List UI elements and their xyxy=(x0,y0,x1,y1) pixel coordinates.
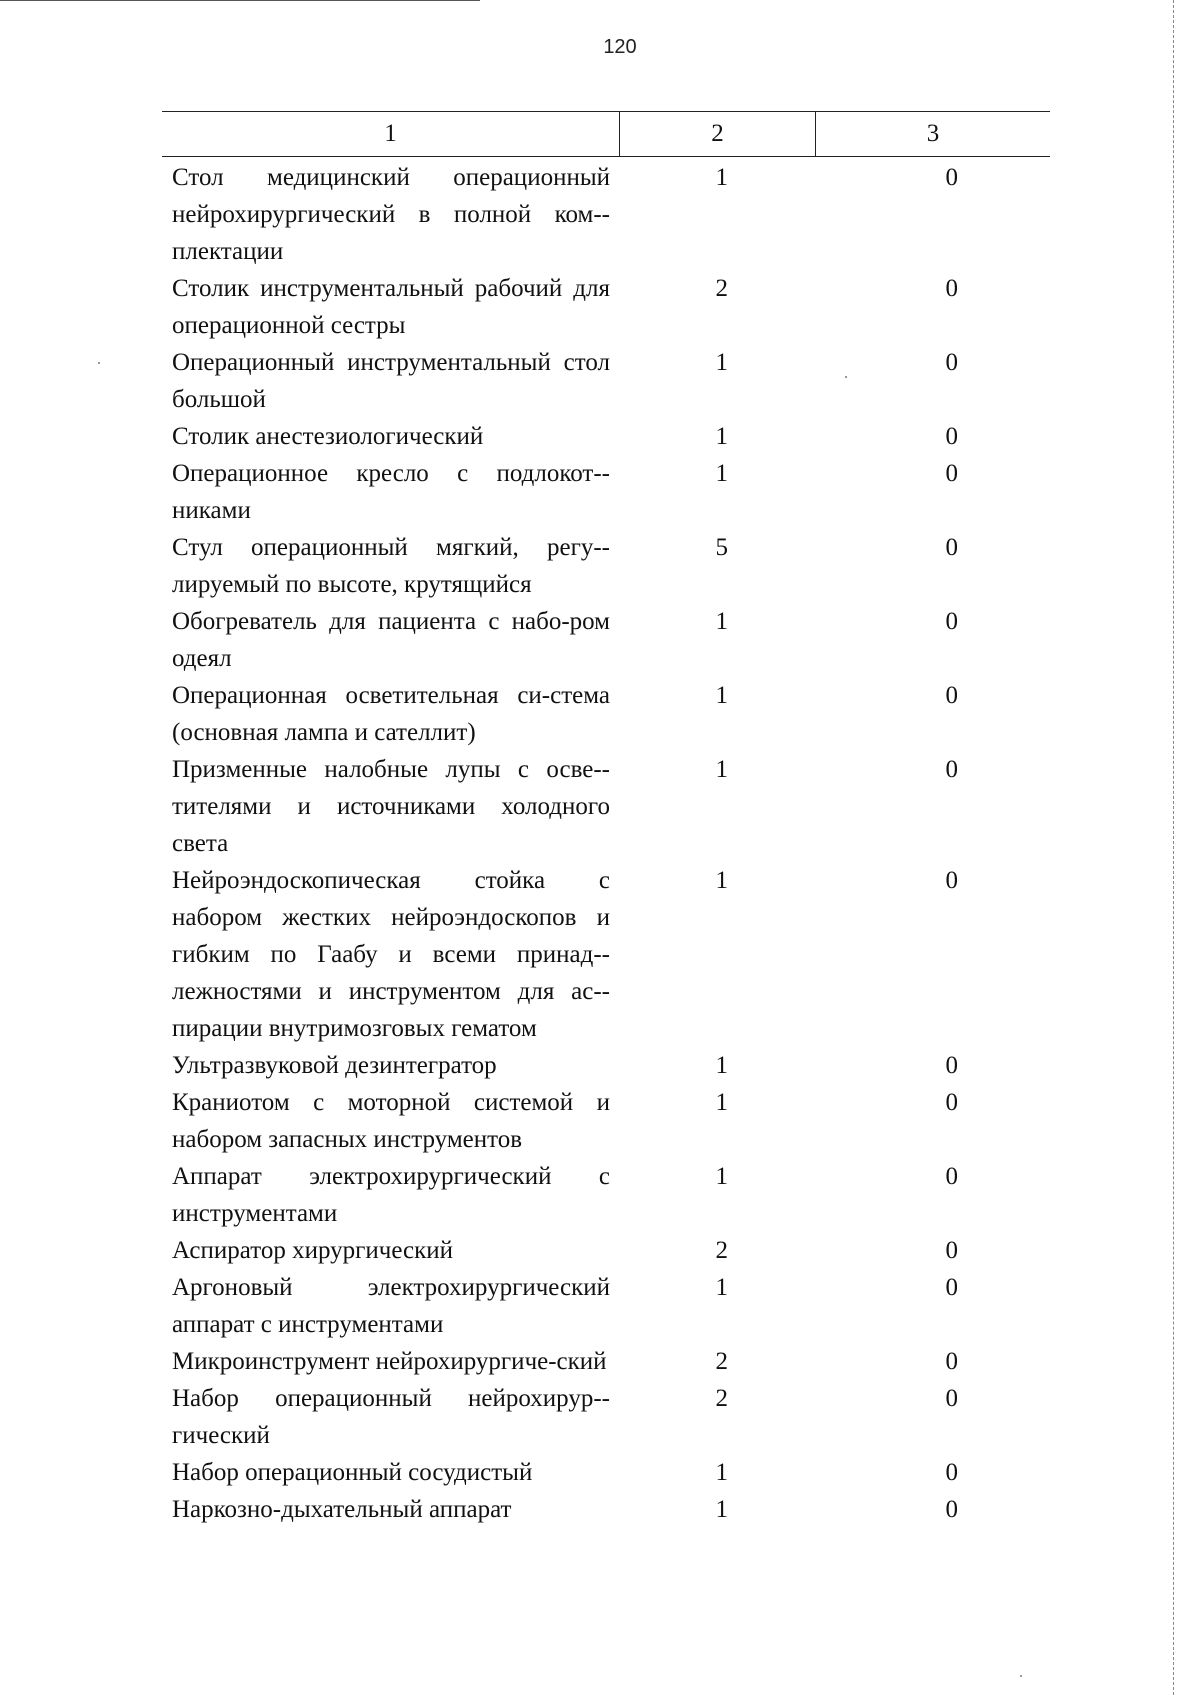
column-2-value-cell: 1 xyxy=(715,608,728,635)
table-row xyxy=(162,270,1050,344)
column-3-value-cell: 0 xyxy=(945,534,958,561)
column-2-value-cell: 1 xyxy=(715,349,728,376)
column-3-value-cell: 0 xyxy=(945,1089,958,1116)
table-row xyxy=(162,529,1050,603)
column-3-value-cell: 0 xyxy=(945,1237,958,1264)
column-2-value-cell: 1 xyxy=(715,682,728,709)
table-row xyxy=(162,862,1050,1047)
table-body xyxy=(162,157,1050,1528)
table-row xyxy=(162,1343,1050,1380)
header-cell-1: 1 xyxy=(162,112,620,156)
column-3-value-cell: 0 xyxy=(945,682,958,709)
column-3-value-cell: 0 xyxy=(945,423,958,450)
table-row xyxy=(162,455,1050,529)
column-2-value-cell: 2 xyxy=(715,275,728,302)
equipment-name-cell: Столик анестезиологический xyxy=(172,423,484,450)
equipment-name-cell: Нейроэндоскопическая стойка с набором жестких нейроэндоскопов и гибким по Гаабу и всеми принад-лежностями и инструментом для ас-пирации внутримозговых гематом xyxy=(172,867,610,1042)
column-3-value-cell: 0 xyxy=(945,756,958,783)
column-2-value-cell: 1 xyxy=(715,460,728,487)
equipment-name-cell: Аргоновый электрохирургический аппарат с инструментами xyxy=(172,1274,610,1338)
table-row xyxy=(162,1232,1050,1269)
equipment-name-cell: Микроинструмент нейрохирургиче-ский xyxy=(172,1348,607,1375)
equipment-name-cell: Набор операционный нейрохирур-гический xyxy=(172,1385,610,1449)
equipment-name-cell: Наркозно-дыхательный аппарат xyxy=(172,1496,512,1523)
equipment-name-cell: Операционная осветительная си-стема (основная лампа и сателлит) xyxy=(172,682,610,746)
table-row xyxy=(162,677,1050,751)
equipment-name-cell: Ультразвуковой дезинтегратор xyxy=(172,1052,497,1079)
page-number: 120 xyxy=(603,36,637,58)
column-3-value-cell: 0 xyxy=(945,164,958,191)
equipment-name-cell: Стол медицинский операционный нейрохирургический в полной ком-плектации xyxy=(172,164,610,265)
equipment-table xyxy=(162,111,1050,1528)
column-2-value-cell: 1 xyxy=(715,1052,728,1079)
column-2-value-cell: 1 xyxy=(715,423,728,450)
column-2-value-cell: 1 xyxy=(715,1459,728,1486)
table-header-row xyxy=(162,111,1050,157)
column-3-value-cell: 0 xyxy=(945,1052,958,1079)
table-row xyxy=(162,1454,1050,1491)
column-2-value-cell: 1 xyxy=(715,1274,728,1301)
equipment-name-cell: Обогреватель для пациента с набо-ром одеял xyxy=(172,608,610,672)
table-row xyxy=(162,1269,1050,1343)
table-row xyxy=(162,344,1050,418)
scan-speck xyxy=(98,362,100,364)
equipment-name-cell: Набор операционный сосудистый xyxy=(172,1459,533,1486)
equipment-name-cell: Аспиратор хирургический xyxy=(172,1237,454,1264)
column-2-value-cell: 2 xyxy=(715,1237,728,1264)
equipment-name-cell: Краниотом с моторной системой и набором запасных инструментов xyxy=(172,1089,610,1153)
column-2-value-cell: 1 xyxy=(715,1163,728,1190)
column-3-value-cell: 0 xyxy=(945,349,958,376)
table-row xyxy=(162,1084,1050,1158)
header-cell-2: 2 xyxy=(620,112,816,156)
equipment-name-cell: Столик инструментальный рабочий для операционной сестры xyxy=(172,275,610,339)
column-3-value-cell: 0 xyxy=(945,1496,958,1523)
table-row xyxy=(162,1380,1050,1454)
table-row xyxy=(162,1158,1050,1232)
column-3-value-cell: 0 xyxy=(945,867,958,894)
table-row xyxy=(162,418,1050,455)
equipment-name-cell: Операционный инструментальный стол большой xyxy=(172,349,610,413)
column-3-value-cell: 0 xyxy=(945,460,958,487)
equipment-name-cell: Операционное кресло с подлокот-никами xyxy=(172,460,610,524)
column-2-value-cell: 1 xyxy=(715,164,728,191)
table-row xyxy=(162,751,1050,862)
table-row xyxy=(162,1047,1050,1084)
column-2-value-cell: 1 xyxy=(715,1496,728,1523)
column-3-value-cell: 0 xyxy=(945,1385,958,1412)
table-row xyxy=(162,1491,1050,1528)
column-3-value-cell: 0 xyxy=(945,1163,958,1190)
column-2-value-cell: 5 xyxy=(715,534,728,561)
header-cell-3: 3 xyxy=(926,120,940,147)
column-2-value-cell: 1 xyxy=(715,1089,728,1116)
column-2-value-cell: 2 xyxy=(715,1348,728,1375)
scan-edge-line xyxy=(1173,0,1174,1695)
column-3-value-cell: 0 xyxy=(945,1459,958,1486)
scan-speck xyxy=(1020,1675,1022,1677)
column-2-value-cell: 2 xyxy=(715,1385,728,1412)
equipment-name-cell: Аппарат электрохирургический с инструментами xyxy=(172,1163,610,1227)
column-3-value-cell: 0 xyxy=(945,608,958,635)
scan-top-rule xyxy=(0,0,480,1)
column-2-value-cell: 1 xyxy=(715,756,728,783)
column-2-value-cell: 1 xyxy=(715,867,728,894)
column-3-value-cell: 0 xyxy=(945,1348,958,1375)
table-row xyxy=(162,159,1050,270)
equipment-name-cell: Стул операционный мягкий, регу-лируемый по высоте, крутящийся xyxy=(172,534,610,598)
table-row xyxy=(162,603,1050,677)
equipment-name-cell: Призменные налобные лупы с осве-тителями и источниками холодного света xyxy=(172,756,610,857)
column-3-value-cell: 0 xyxy=(945,1274,958,1301)
column-3-value-cell: 0 xyxy=(945,275,958,302)
